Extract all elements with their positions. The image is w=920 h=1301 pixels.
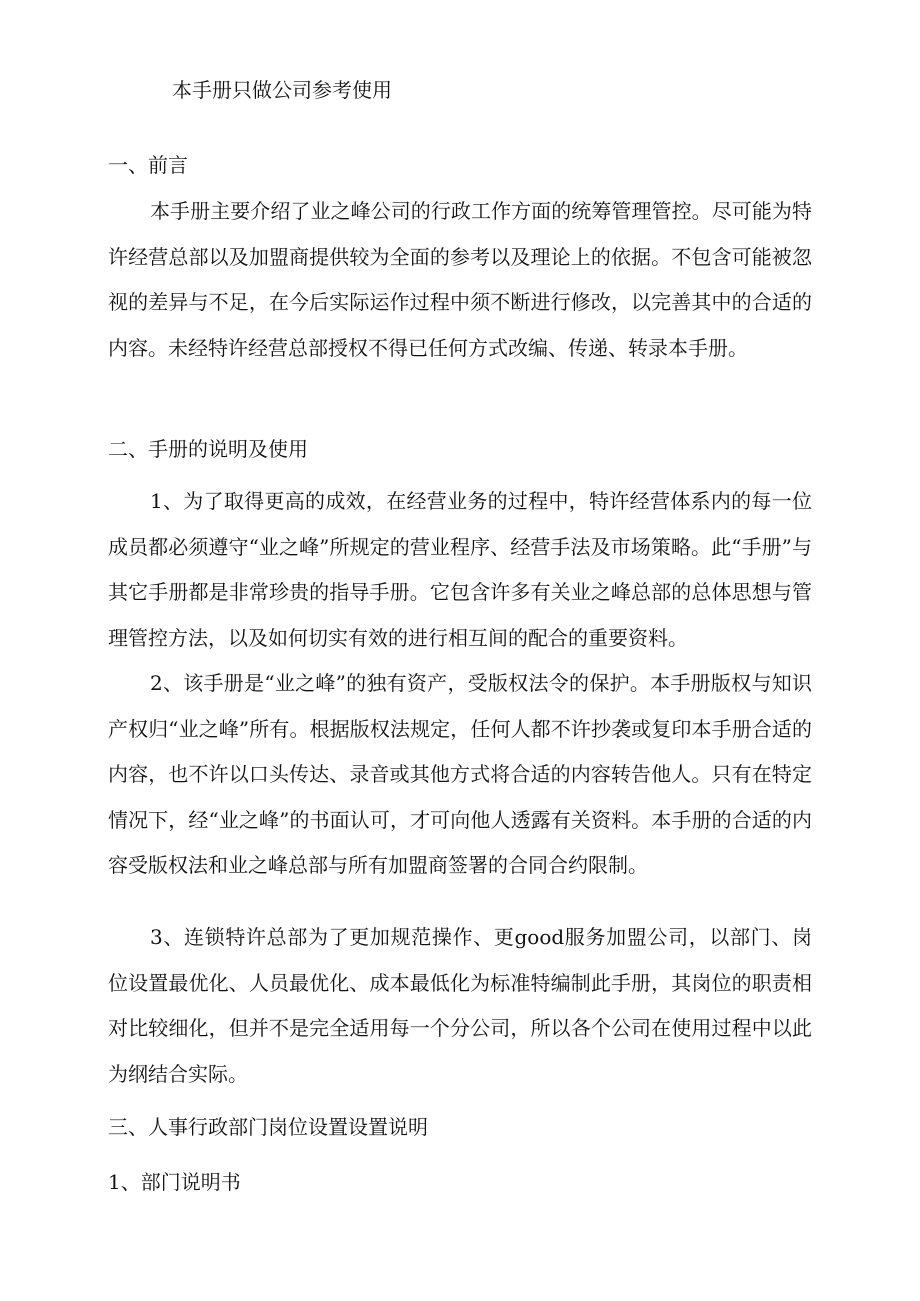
section-heading-hr-admin: 三、人事行政部门岗位设置设置说明 <box>108 1115 428 1139</box>
usage-notice: 本手册只做公司参考使用 <box>172 78 392 102</box>
preface-paragraph: 本手册主要介绍了业之峰公司的行政工作方面的统筹管理管控。尽可能为特许经营总部以及加盟商提供较为全面的参考以及理论上的依据。不包含可能被忽视的差异与不足，在今后实际运作过程中须不断进行修改，以完善其中的合适的内容。未经特许经营总部授权不得已任何方式改编、传递、转录本手册。 <box>108 199 812 360</box>
section-heading-preface: 一、前言 <box>108 153 188 177</box>
subsection-heading-dept-description: 1、部门说明书 <box>108 1170 241 1194</box>
usage-item-2: 2、该手册是“业之峰”的独有资产，受版权法令的保护。本手册版权与知识产权归“业之峰”所有。根据版权法规定，任何人都不许抄袭或复印本手册合适的内容，也不许以口头传达、录音或其他方式将合适的内容转告他人。只有在特定情况下，经“业之峰”的书面认可，才可向他人透露有关资料。本手册的合适的内容受版权法和业之峰总部与所有加盟商签署的合同合约限制。 <box>108 671 812 877</box>
section-heading-usage: 二、手册的说明及使用 <box>108 437 308 461</box>
usage-item-3: 3、连锁特许总部为了更加规范操作、更good服务加盟公司，以部门、岗位设置最优化、人员最优化、成本最低化为标准特编制此手册，其岗位的职责相对比较细化，但并不是完全适用每一个分公司，所以各个公司在使用过程中以此为纲结合实际。 <box>108 925 812 1086</box>
usage-item-1: 1、为了取得更高的成效，在经营业务的过程中，特许经营体系内的每一位成员都必须遵守“业之峰”所规定的营业程序、经营手法及市场策略。此“手册”与其它手册都是非常珍贵的指导手册。它包含许多有关业之峰总部的总体思想与管理管控方法，以及如何切实有效的进行相互间的配合的重要资料。 <box>108 489 812 650</box>
